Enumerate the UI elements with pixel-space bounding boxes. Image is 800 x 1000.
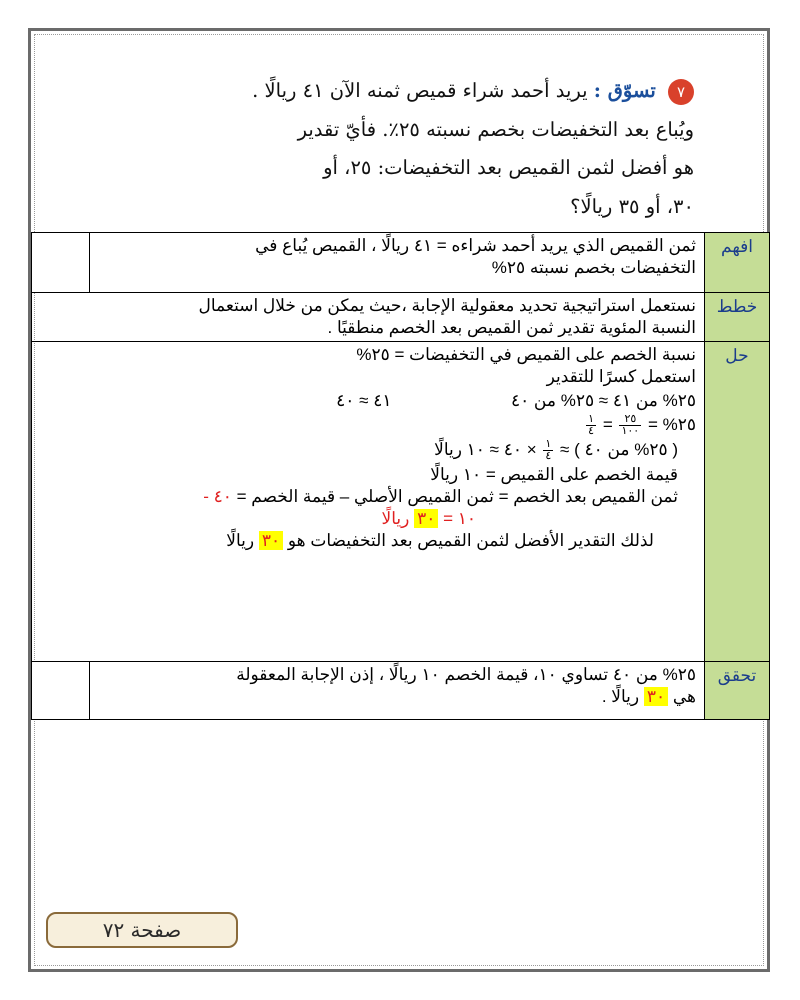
solve-line-7	[40, 486, 696, 508]
understand-content	[90, 233, 705, 293]
highlight-answer: ٣٠	[414, 509, 438, 528]
check-line-1: ٢٥% من ٤٠ تساوي ١٠، قيمة الخصم ١٠ ريالًا ، إذن الإجابة المعقولة	[236, 665, 696, 684]
problem-line-2: ويُباع بعد التخفيضات بخصم نسبته ٢٥٪. فأيّ تقدير	[297, 117, 694, 141]
highlight-answer: ٣٠	[259, 531, 283, 550]
final-price-formula: ثمن القميص بعد الخصم = ثمن القميص الأصلي – قيمة الخصم =	[231, 487, 678, 507]
final-price-operand: ٤٠ -	[203, 487, 232, 507]
solve-line-4	[40, 414, 696, 437]
final-unit: ريالًا	[381, 509, 410, 529]
understand-line-1: ثمن القميص الذي يريد أحمد شراءه = ٤١ ريالًا ، القميص يُباع في	[255, 236, 696, 255]
percent-value: ٢٥% =	[647, 415, 696, 434]
label-understand: افهم	[705, 233, 770, 293]
row-check	[32, 662, 770, 720]
solve-line-2: استعمل كسرًا للتقدير	[546, 367, 696, 386]
solve-line-3	[40, 390, 696, 412]
solve-line-5	[40, 439, 696, 462]
label-solve: حل	[705, 342, 770, 662]
problem-statement	[134, 72, 694, 226]
check-unit: ريالًا .	[601, 687, 640, 706]
solve-line-6: قيمة الخصم على القميص = ١٠ ريالًا	[430, 465, 678, 485]
label-plan: خطط	[705, 293, 770, 342]
calc-right: × ٤٠ ≈ ١٠ ريالًا	[434, 440, 537, 460]
solve-line-9	[40, 530, 696, 552]
row-spacer	[32, 233, 90, 293]
fraction-numerator: ١	[545, 438, 552, 451]
fraction-1-4	[586, 414, 596, 437]
equals-sign: =	[602, 415, 613, 434]
problem-line-3: هو أفضل لثمن القميص بعد التخفيضات: ٢٥، أو	[323, 156, 694, 179]
row-solve	[32, 342, 770, 662]
plan-line-2: النسبة المئوية تقدير ثمن القميص بعد الخصم منطقيًا .	[327, 318, 696, 337]
understand-line-2: التخفيضات بخصم نسبته ٢٥%	[491, 258, 696, 277]
fraction-numerator: ٢٥	[619, 414, 641, 426]
solve-line-8	[40, 508, 696, 530]
conclusion-text: لذلك التقدير الأفضل لثمن القميص بعد التخفيضات هو	[287, 531, 654, 551]
fraction-25-100	[619, 414, 641, 437]
conclusion-unit: ريالًا	[226, 531, 255, 551]
check-content	[90, 662, 705, 720]
estimate-percent: ٢٥% من ٤١ ≈ ٢٥% من ٤٠	[510, 391, 696, 410]
fraction-1-4-b	[543, 439, 553, 462]
check-line-2	[98, 686, 696, 708]
fraction-numerator: ١	[588, 413, 595, 426]
calc-left: ( ٢٥% من ٤٠ ) ≈	[560, 440, 678, 460]
estimate-round: ٤١ ≈ ٤٠	[336, 391, 392, 410]
solve-content	[32, 342, 705, 662]
row-plan	[32, 293, 770, 342]
final-calc: ١٠ =	[443, 509, 476, 529]
fraction-denominator: ٤	[545, 450, 552, 463]
plan-content	[32, 293, 705, 342]
label-check: تحقق	[705, 662, 770, 720]
fraction-denominator: ١٠٠	[621, 425, 640, 438]
problem-line-4: ٣٠، أو ٣٥ ريالًا؟	[570, 194, 694, 218]
solution-table	[31, 232, 770, 720]
problem-topic: تسوّق :	[593, 79, 656, 102]
row-spacer	[32, 662, 90, 720]
solve-line-1: نسبة الخصم على القميص في التخفيضات = ٢٥%	[356, 345, 696, 364]
plan-line-1: نستعمل استراتيجية تحديد معقولية الإجابة ،حيث يمكن من خلال استعمال	[198, 296, 696, 315]
check-prefix: هي	[672, 687, 696, 706]
question-number: ٧	[668, 79, 694, 105]
problem-line-1: يريد أحمد شراء قميص ثمنه الآن ٤١ ريالًا .	[252, 79, 588, 102]
highlight-answer: ٣٠	[644, 687, 668, 706]
page-number-badge: صفحة ٧٢	[46, 912, 238, 948]
row-understand	[32, 233, 770, 293]
fraction-denominator: ٤	[588, 425, 595, 438]
